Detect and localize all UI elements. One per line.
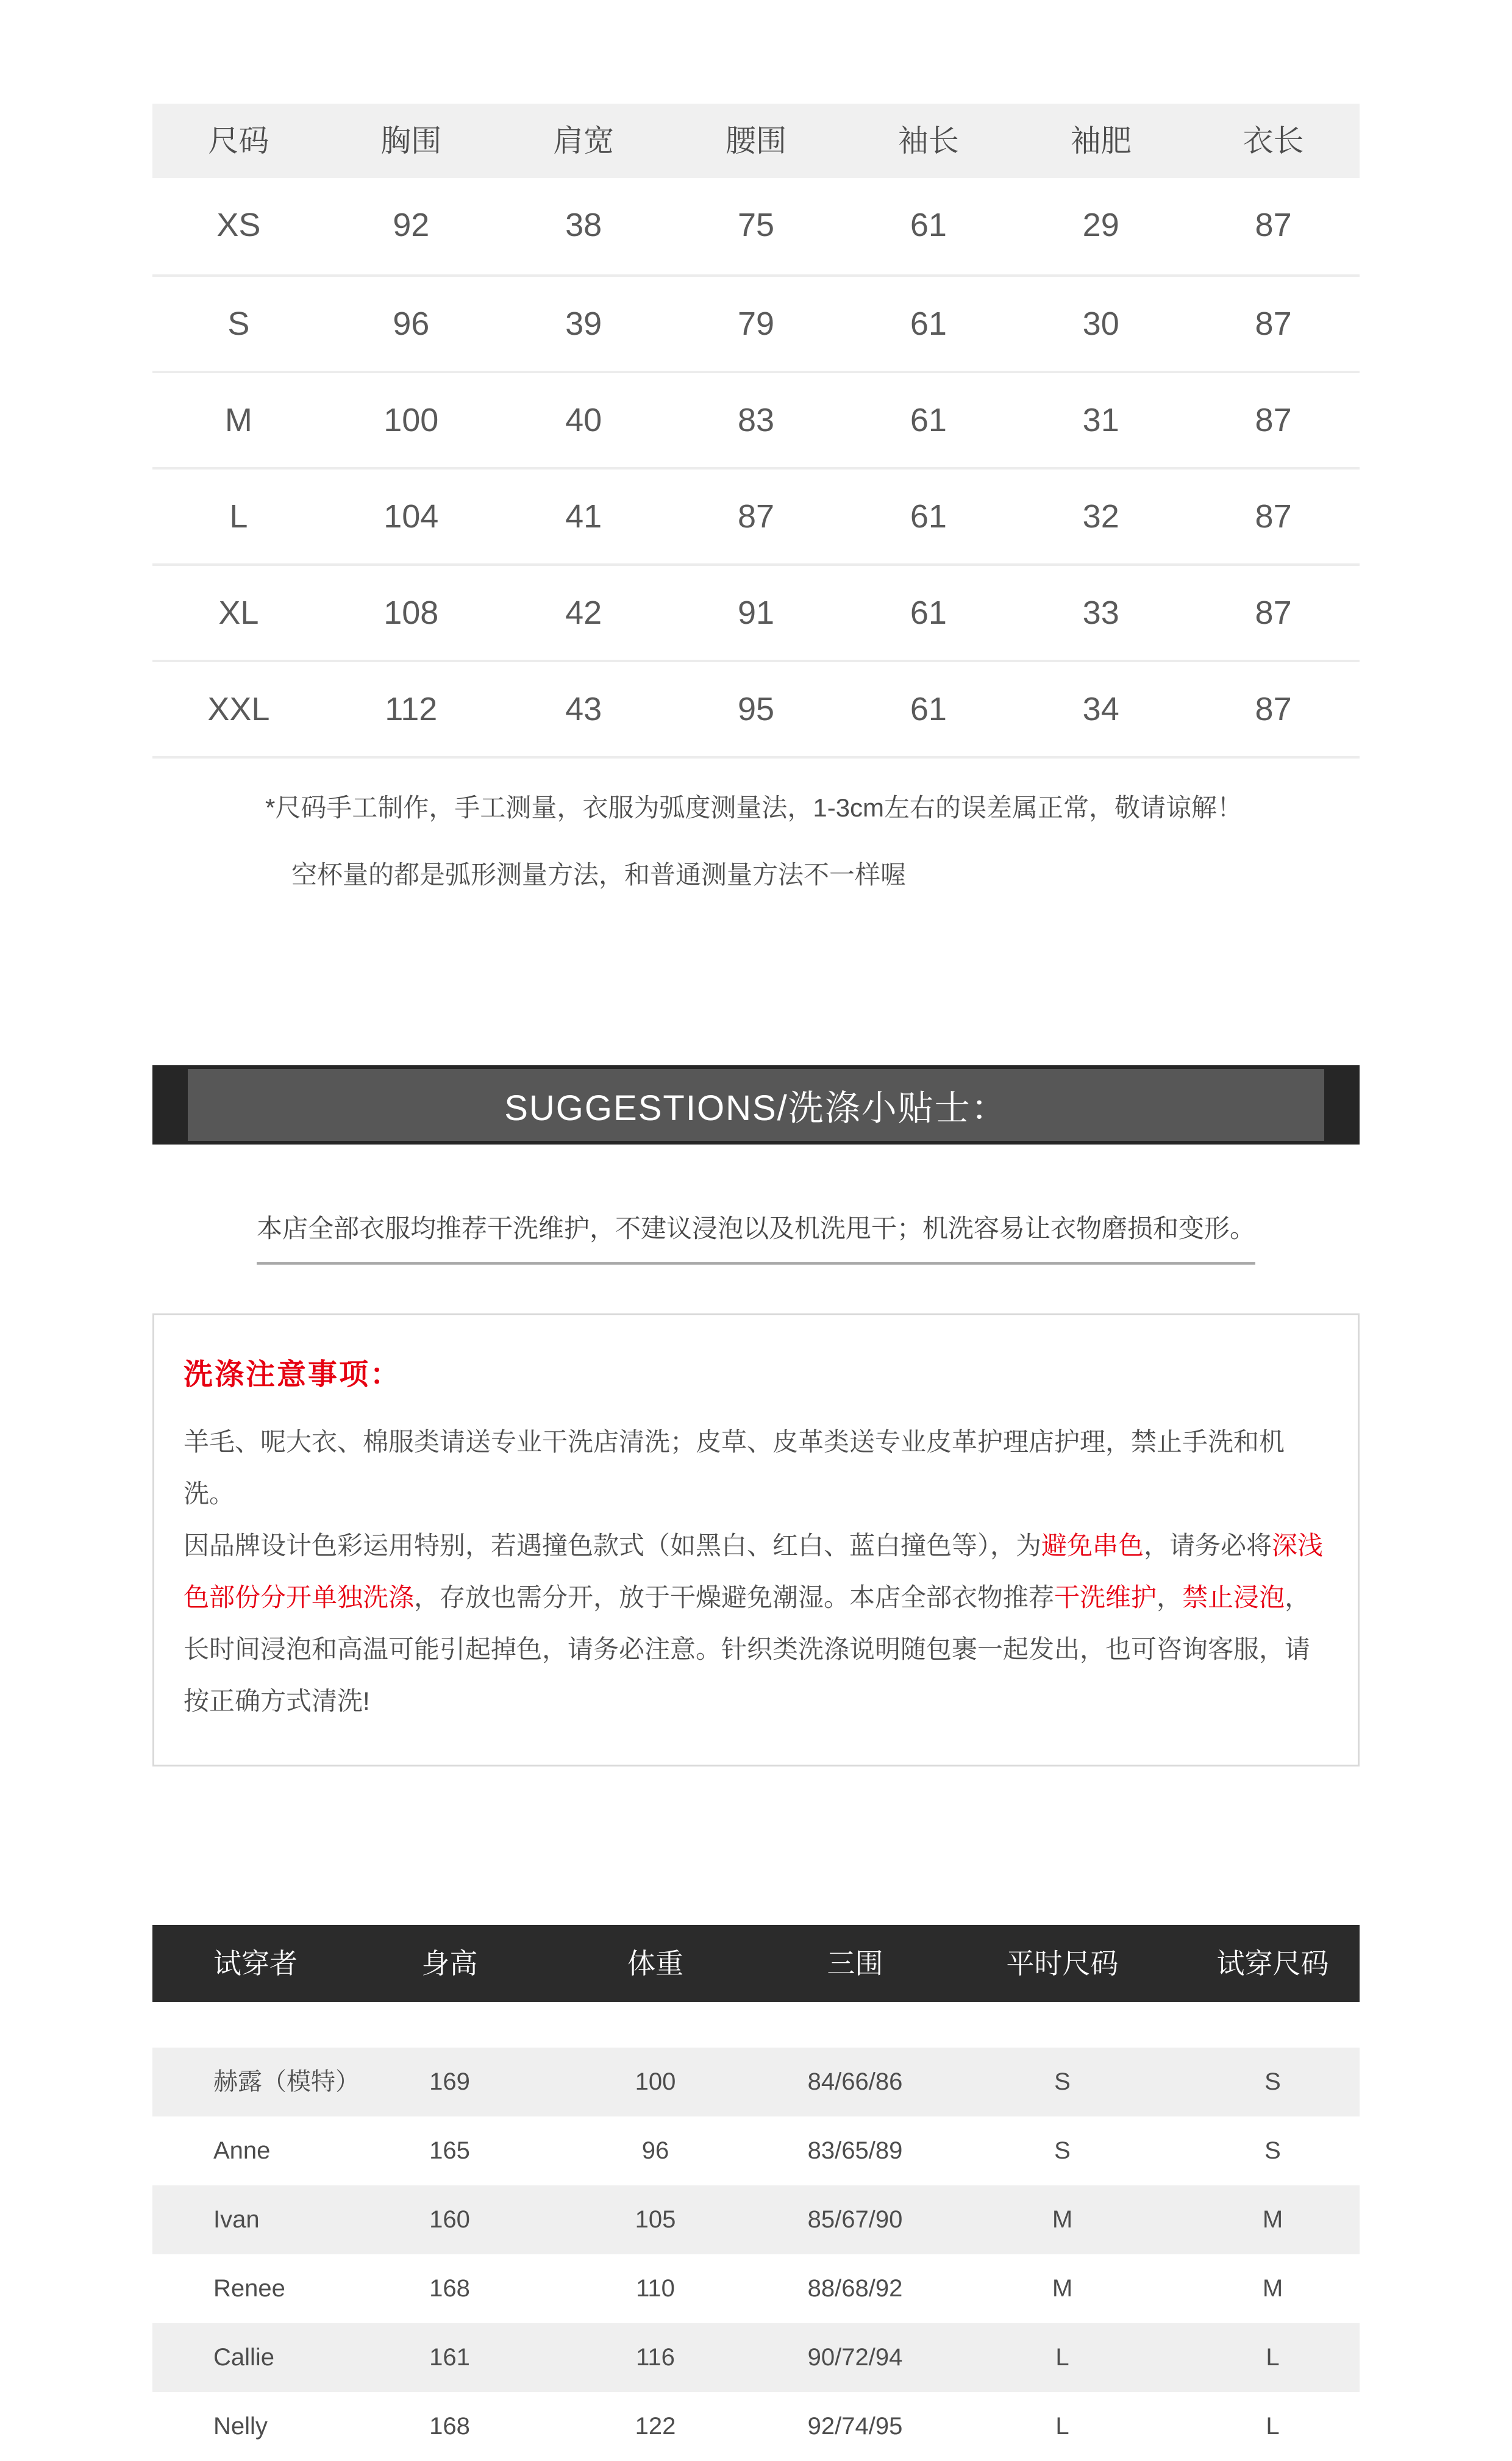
fit-table-cell: 116 bbox=[636, 2344, 675, 2371]
size-table-cell: S bbox=[227, 305, 250, 342]
size-table-cell: 40 bbox=[565, 402, 602, 438]
suggestions-banner-title: SUGGESTIONS/洗涤小贴士： bbox=[188, 1069, 1324, 1141]
size-table-cell: 61 bbox=[910, 595, 947, 631]
size-table-cell: 92 bbox=[393, 207, 430, 243]
fit-table-cell: 161 bbox=[429, 2344, 470, 2371]
size-table-cell: 75 bbox=[737, 207, 775, 243]
care-notice-text bbox=[184, 1416, 1328, 1727]
size-table-cell: 31 bbox=[1082, 402, 1119, 438]
fit-table-cell: 168 bbox=[429, 2275, 470, 2302]
size-table-cell: 30 bbox=[1082, 305, 1119, 342]
size-table-cell: 87 bbox=[1255, 402, 1292, 438]
fit-table-cell: Ivan bbox=[213, 2206, 260, 2233]
care-text-segment: 因品牌设计色彩运用特别，若遇撞色款式（如黑白、红白、蓝白撞色等），为 bbox=[184, 1531, 1042, 1560]
fit-table-cell: M bbox=[1262, 2275, 1283, 2302]
fit-table-header-row bbox=[152, 1925, 1360, 2002]
size-table-cell: 61 bbox=[910, 498, 947, 535]
size-table-cell: 79 bbox=[737, 305, 775, 342]
fit-table-cell: S bbox=[1264, 2068, 1281, 2095]
care-text-segment: ，请务必将 bbox=[1144, 1531, 1272, 1560]
fit-table-cell: S bbox=[1054, 2068, 1071, 2095]
size-table-cell: 108 bbox=[383, 595, 439, 631]
size-chart-section bbox=[152, 104, 1360, 891]
fit-table-cell: Renee bbox=[213, 2275, 285, 2302]
fit-table-cell: Nelly bbox=[213, 2413, 268, 2440]
size-table-row bbox=[152, 178, 1360, 274]
fit-table-cell: 100 bbox=[635, 2068, 676, 2095]
fit-table-cell: S bbox=[1054, 2137, 1071, 2164]
size-table-cell: 112 bbox=[385, 691, 438, 727]
fit-table-cell: L bbox=[1055, 2344, 1069, 2371]
size-table-cell: 61 bbox=[910, 305, 947, 342]
fit-table-row bbox=[152, 2323, 1360, 2392]
fit-table-cell: 169 bbox=[429, 2068, 470, 2095]
measurement-note-2: 空杯量的都是弧形测量方法，和普通测量方法不一样喔 bbox=[291, 860, 907, 889]
care-text-segment: ， bbox=[1157, 1583, 1183, 1612]
size-table-body bbox=[152, 178, 1360, 756]
care-text-segment: ，长时间浸泡和高温可能引起掉色，请务必注意。针织类洗涤说明随包裹一起发出，也可咨询客服，请按正确方式清洗! bbox=[184, 1583, 1311, 1715]
size-column-header: 袖长 bbox=[897, 124, 959, 158]
size-table-cell: XXL bbox=[207, 691, 270, 727]
fit-table-cell: L bbox=[1266, 2344, 1280, 2371]
size-table-cell: 83 bbox=[737, 402, 775, 438]
fit-column-header: 平时尺码 bbox=[1006, 1948, 1119, 1979]
care-text-highlight: 避免串色 bbox=[1041, 1531, 1144, 1560]
size-table-header-row bbox=[152, 104, 1360, 178]
fit-table-cell: Callie bbox=[213, 2344, 275, 2371]
fit-table-cell: 96 bbox=[641, 2137, 669, 2164]
fit-column-header: 三围 bbox=[827, 1948, 883, 1979]
care-intro-wrap bbox=[152, 1209, 1360, 1265]
size-table-cell: 42 bbox=[565, 595, 602, 631]
size-table-cell: 39 bbox=[565, 305, 602, 342]
fit-column-header: 身高 bbox=[421, 1948, 478, 1979]
fit-table-cell: S bbox=[1264, 2137, 1281, 2164]
care-notice-title: 洗涤注意事项： bbox=[184, 1359, 402, 1391]
size-column-header: 胸围 bbox=[380, 124, 442, 158]
size-column-header: 肩宽 bbox=[553, 124, 615, 158]
fit-model-table bbox=[152, 1925, 1360, 2461]
fit-table-cell: 92/74/95 bbox=[807, 2413, 903, 2440]
suggestions-section bbox=[152, 1065, 1360, 1766]
fit-column-header: 试穿尺码 bbox=[1216, 1948, 1329, 1979]
size-table-cell: 33 bbox=[1082, 595, 1119, 631]
fit-table-cell: 165 bbox=[429, 2137, 470, 2164]
care-notice-box bbox=[152, 1313, 1360, 1766]
size-column-header: 衣长 bbox=[1243, 124, 1304, 158]
suggestions-banner bbox=[152, 1065, 1360, 1145]
size-table-cell: 87 bbox=[1255, 691, 1292, 727]
fit-table-row bbox=[152, 2048, 1360, 2116]
fit-table-cell: L bbox=[1266, 2413, 1280, 2440]
size-table-cell: 87 bbox=[1255, 207, 1292, 243]
fit-table-cell: 160 bbox=[429, 2206, 470, 2233]
fit-table-cell: M bbox=[1052, 2206, 1073, 2233]
fit-table-row bbox=[152, 2185, 1360, 2254]
care-text-highlight: 禁止浸泡 bbox=[1182, 1583, 1285, 1612]
fit-table-cell: 赫露（模特） bbox=[213, 2068, 360, 2095]
fit-table-cell: 85/67/90 bbox=[807, 2206, 903, 2233]
fit-table-cell: 90/72/94 bbox=[807, 2344, 903, 2371]
fit-table-cell: 122 bbox=[635, 2413, 676, 2440]
fit-table-row bbox=[152, 2392, 1360, 2461]
size-table-cell: 91 bbox=[737, 595, 775, 631]
size-table-row bbox=[152, 274, 1360, 371]
fit-table-cell: Anne bbox=[213, 2137, 271, 2164]
size-table-cell: 96 bbox=[393, 305, 430, 342]
fit-table-row bbox=[152, 2254, 1360, 2323]
size-table-row bbox=[152, 467, 1360, 563]
size-table-cell: 104 bbox=[383, 498, 439, 535]
size-table-cell: 61 bbox=[910, 207, 947, 243]
fit-table-cell: 83/65/89 bbox=[807, 2137, 903, 2164]
fit-table-cell: 105 bbox=[635, 2206, 676, 2233]
fit-table-cell: L bbox=[1055, 2413, 1069, 2440]
care-text-segment: 羊毛、呢大衣、棉服类请送专业干洗店清洗；皮草、皮革类送专业皮革护理店护理，禁止手洗和机洗。 bbox=[184, 1427, 1285, 1508]
fit-table-cell: 84/66/86 bbox=[807, 2068, 903, 2095]
size-table-cell: 41 bbox=[565, 498, 602, 535]
size-table-cell: 87 bbox=[1255, 595, 1292, 631]
fit-table-body bbox=[152, 2048, 1360, 2461]
fit-table-cell: 168 bbox=[429, 2413, 470, 2440]
care-text-highlight: 干洗维护 bbox=[1054, 1583, 1157, 1612]
size-column-header: 尺码 bbox=[208, 124, 269, 158]
size-column-header: 袖肥 bbox=[1070, 124, 1132, 158]
fit-table-cell: 88/68/92 bbox=[807, 2275, 903, 2302]
size-table-cell: 87 bbox=[1255, 305, 1292, 342]
size-table-row bbox=[152, 660, 1360, 756]
fit-table-row bbox=[152, 2116, 1360, 2185]
size-table-cell: 61 bbox=[910, 691, 947, 727]
size-table-cell: L bbox=[229, 498, 248, 535]
size-table-cell: 100 bbox=[383, 402, 439, 438]
size-table-cell: 43 bbox=[565, 691, 602, 727]
care-text-segment: ，存放也需分开，放于干燥避免潮湿。本店全部衣物推荐 bbox=[414, 1583, 1055, 1612]
size-column-header: 腰围 bbox=[725, 124, 786, 158]
fit-column-header: 试穿者 bbox=[213, 1948, 298, 1979]
fit-table-cell: M bbox=[1262, 2206, 1283, 2233]
size-table-cell: 61 bbox=[910, 402, 947, 438]
care-text-highlight: 深浅色部份分开单独洗涤 bbox=[184, 1531, 1324, 1612]
size-table-cell: XS bbox=[216, 207, 261, 243]
size-table-cell: 38 bbox=[565, 207, 602, 243]
care-intro-text: 本店全部衣服均推荐干洗维护，不建议浸泡以及机洗甩干；机洗容易让衣物磨损和变形。 bbox=[257, 1209, 1255, 1265]
size-table-row bbox=[152, 563, 1360, 660]
size-table-cell: 29 bbox=[1082, 207, 1119, 243]
size-table-cell: 95 bbox=[737, 691, 775, 727]
size-table-cell: 87 bbox=[1255, 498, 1292, 535]
size-table-cell: 32 bbox=[1082, 498, 1119, 535]
fit-table-cell: M bbox=[1052, 2275, 1073, 2302]
size-table bbox=[152, 104, 1360, 759]
fit-table-cell: 110 bbox=[636, 2275, 675, 2302]
measurement-note-1: *尺码手工制作，手工测量，衣服为弧度测量法，1-3cm左右的误差属正常，敬请谅解！ bbox=[265, 793, 1243, 822]
size-table-cell: M bbox=[224, 402, 252, 438]
size-table-cell: XL bbox=[218, 595, 259, 631]
size-table-cell: 87 bbox=[737, 498, 775, 535]
size-table-cell: 34 bbox=[1082, 691, 1119, 727]
fit-column-header: 体重 bbox=[627, 1948, 683, 1979]
size-table-row bbox=[152, 371, 1360, 467]
